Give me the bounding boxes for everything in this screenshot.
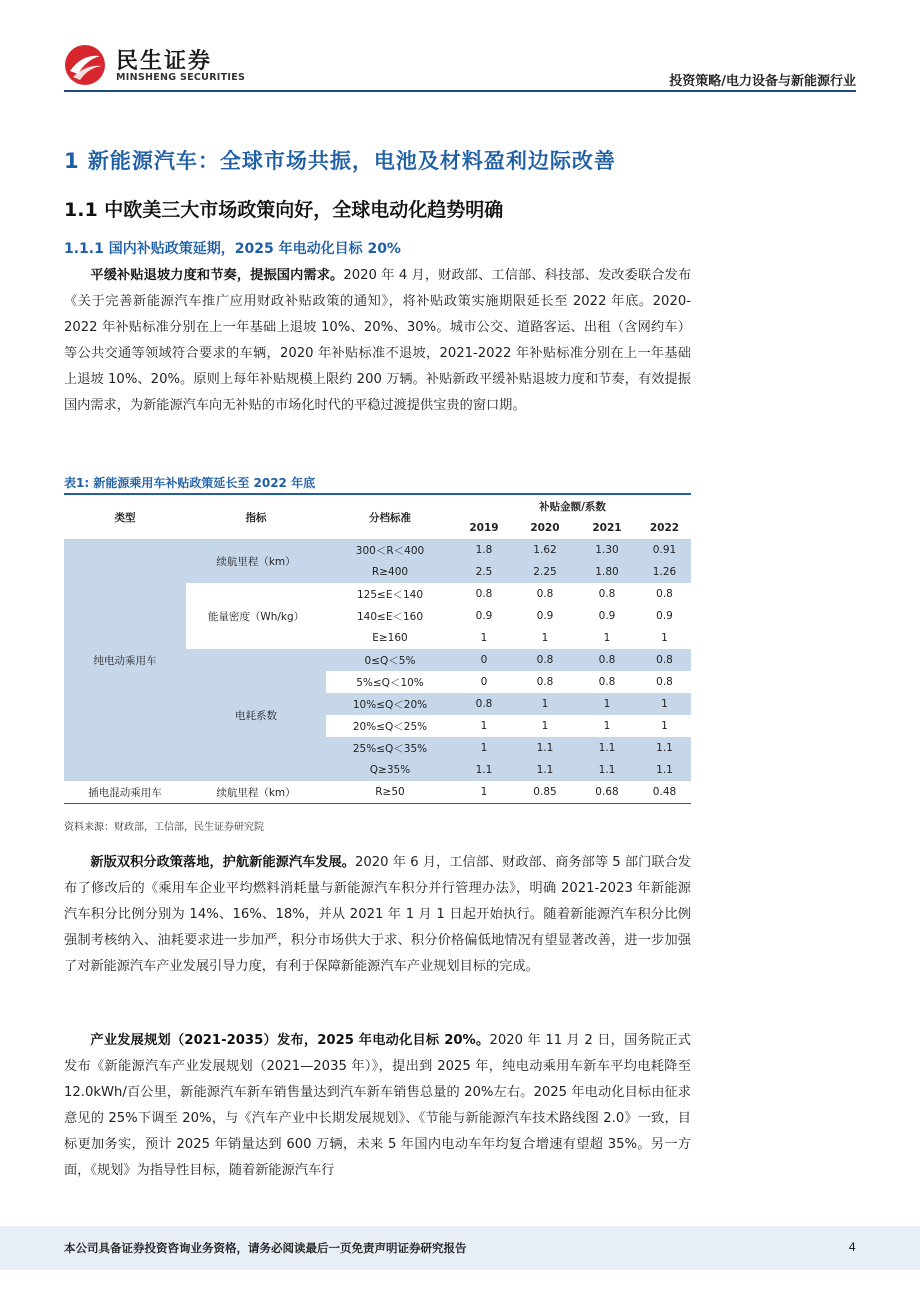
- value-cell: 0.8: [475, 698, 493, 710]
- value-cell: 1: [480, 632, 488, 644]
- value-cell: 0.9: [536, 610, 554, 622]
- minsheng-logo-icon: [64, 44, 106, 86]
- value-cell: 0.9: [598, 610, 616, 622]
- subsidy-table: [64, 495, 691, 804]
- value-cell: 1: [480, 720, 488, 732]
- standard-cell: 125≤E＜140: [356, 588, 423, 601]
- header-divider: [64, 90, 856, 92]
- value-cell: 1: [661, 720, 668, 732]
- value-cell: 0.8: [536, 588, 554, 600]
- indicator-cell-energy: 能量密度（Wh/kg）: [186, 583, 326, 649]
- standard-cell: 300＜R＜400: [355, 544, 425, 557]
- footer-disclaimer: 本公司具备证券投资咨询业务资格，请务必阅读最后一页免责声明证券研究报告: [64, 1241, 467, 1255]
- value-cell: 1.1: [656, 742, 673, 754]
- value-cell: 2.5: [475, 566, 493, 578]
- value-cell: 1: [541, 698, 549, 710]
- value-cell: 0.8: [598, 588, 616, 600]
- indicator-cell-phev-range: 续航里程（km）: [186, 781, 326, 804]
- standard-cell: 25%≤Q＜35%: [352, 742, 428, 755]
- value-cell: 0.8: [656, 676, 673, 688]
- value-cell: 1: [603, 698, 611, 710]
- logo-text-en: MINSHENG SECURITIES: [116, 72, 246, 83]
- value-cell: 0.8: [656, 654, 673, 666]
- value-cell: 0: [480, 676, 488, 688]
- value-cell: 0.8: [536, 676, 554, 688]
- value-cell: 1: [661, 698, 668, 710]
- value-cell: 1: [603, 720, 611, 732]
- value-cell: 1: [454, 781, 514, 804]
- value-cell: 1.1: [536, 742, 554, 754]
- section-heading-1-1-1: 1.1.1 国内补贴政策延期，2025 年电动化目标 20%: [64, 241, 401, 257]
- value-cell: 1.1: [598, 742, 616, 754]
- standard-cell: Q≥35%: [369, 764, 411, 776]
- value-cell: 1.30: [595, 544, 619, 556]
- indicator-cell-range: 续航里程（km）: [216, 555, 296, 568]
- value-cell: 0.8: [536, 654, 554, 666]
- paragraph-lead: 产业发展规划（2021-2035）发布，2025 年电动化目标 20%。: [90, 1033, 490, 1048]
- header-indicator: 指标: [245, 511, 267, 524]
- value-cell: 1.1: [656, 764, 673, 776]
- value-cell: 1.62: [533, 544, 557, 556]
- paragraph-lead: 平缓补贴退坡力度和节奏，提振国内需求。: [90, 268, 344, 283]
- standard-cell: 10%≤Q＜20%: [352, 698, 428, 711]
- value-cell: 0.8: [475, 588, 493, 600]
- header-type: 类型: [114, 511, 136, 524]
- value-cell: 0: [480, 654, 488, 666]
- value-cell: 1.80: [595, 566, 619, 578]
- value-cell: 1.1: [536, 764, 554, 776]
- value-cell: 1: [541, 720, 549, 732]
- value-cell: 0.8: [598, 676, 616, 688]
- paragraph-body: 2020 年 4 月，财政部、工信部、科技部、发改委联合发布《关于完善新能源汽车推广应用财政补贴政策的通知》，将补贴政策实施期限延长至 2022 年底。2020-2022 年补贴标准分别在上一年基础上退坡 10%、20%、30%。城市公交、道路客运、出租（含网约车）等公共交通等领域符合要求的车辆，2020 年补贴标准不退坡，2021-2022 年补贴标准分别在上一年基础上退坡 10%、20%。原则上每年补贴规模上限约 200 万辆。补贴新政平缓补贴退坡力度和节奏，有效提振国内需求，为新能源汽车向无补贴的市场化时代的平稳过渡提供宝贵的窗口期。: [64, 268, 692, 413]
- header-subsidy-group: 补贴金额/系数: [539, 500, 606, 513]
- value-cell: 0.9: [475, 610, 493, 622]
- standard-cell: R≥50: [326, 781, 454, 804]
- table-source: 资料来源：财政部，工信部，民生证券研究院: [64, 822, 264, 833]
- section-heading-1: 1 新能源汽车：全球市场共振，电池及材料盈利边际改善: [64, 149, 616, 173]
- header-year: 2020: [530, 522, 560, 534]
- header-year: 2021: [592, 522, 622, 534]
- value-cell: 2.25: [533, 566, 557, 578]
- report-category: 投资策略/电力设备与新能源行业: [669, 74, 856, 89]
- value-cell: 0.85: [514, 781, 576, 804]
- header-year: 2019: [469, 522, 499, 534]
- section-heading-1-1: 1.1 中欧美三大市场政策向好，全球电动化趋势明确: [64, 199, 504, 221]
- table-caption: 表1: 新能源乘用车补贴政策延长至 2022 年底: [64, 476, 316, 490]
- standard-cell: 0≤Q＜5%: [364, 654, 416, 667]
- indicator-cell-consumption: 电耗系数: [186, 649, 326, 781]
- header-year: 2022: [649, 522, 680, 534]
- value-cell: 0.48: [638, 781, 691, 804]
- value-cell: 0.8: [656, 588, 673, 600]
- value-cell: 0.9: [656, 610, 673, 622]
- page-header: [64, 40, 856, 92]
- value-cell: 1: [603, 632, 611, 644]
- standard-cell: R≥400: [371, 566, 409, 578]
- standard-cell: E≥160: [372, 632, 408, 644]
- standard-cell: 5%≤Q＜10%: [356, 676, 424, 689]
- value-cell: 1.26: [652, 566, 677, 578]
- paragraph-lead: 新版双积分政策落地，护航新能源汽车发展。: [90, 855, 355, 870]
- value-cell: 1.1: [475, 764, 493, 776]
- value-cell: 0.68: [576, 781, 638, 804]
- value-cell: 1: [541, 632, 549, 644]
- paragraph-industry-plan: [64, 1028, 691, 1184]
- table-row: [64, 781, 691, 804]
- page-number: 4: [848, 1240, 856, 1254]
- type-cell-bev: 纯电动乘用车: [64, 539, 186, 781]
- value-cell: 1.1: [598, 764, 616, 776]
- value-cell: 1: [661, 632, 668, 644]
- paragraph-dual-credit: [64, 850, 691, 980]
- type-cell-phev: 插电混动乘用车: [64, 781, 186, 804]
- paragraph-subsidy: [64, 263, 691, 419]
- value-cell: 1.8: [475, 544, 493, 556]
- standard-cell: 140≤E＜160: [356, 610, 423, 623]
- value-cell: 1: [480, 742, 488, 754]
- table-row: [64, 539, 691, 561]
- value-cell: 0.8: [598, 654, 616, 666]
- logo-text-cn: 民生证券: [116, 49, 213, 74]
- standard-cell: 20%≤Q＜25%: [352, 720, 428, 733]
- header-standard: 分档标准: [369, 511, 411, 524]
- paragraph-body: 2020 年 6 月，工信部、财政部、商务部等 5 部门联合发布了修改后的《乘用车企业平均燃料消耗量与新能源汽车积分并行管理办法》，明确 2021-2023 年新能源汽车积分比例分别为 14%、16%、18%，并从 2021 年 1 月 1 日起开始执行。随着新能源汽车积分比例强制考核纳入、油耗要求进一步加严，积分市场供大于求、积分价格偏低地情况有望显著改善，进一步加强了对新能源汽车产业发展引导力度，有利于保障新能源汽车产业规划目标的完成。: [64, 855, 691, 974]
- paragraph-body: 2020 年 11 月 2 日，国务院正式发布《新能源汽车产业发展规划（2021—2035 年）》，提出到 2025 年，纯电动乘用车新车平均电耗降至 12.0kWh/百公里，新能源汽车新车销售量达到汽车新车销售总量的 20%左右。2025 年电动化目标由征求意见的 25%下调至 20%，与《汽车产业中长期发展规划》、《节能与新能源汽车技术路线图 2.0》一致，目标更加务实，预计 2025 年销量达到 600 万辆，未来 5 年国内电动车年均复合增速有望超 35%。另一方面，《规划》为指导性目标，随着新能源汽车行: [64, 1033, 691, 1178]
- value-cell: 0.91: [652, 544, 677, 556]
